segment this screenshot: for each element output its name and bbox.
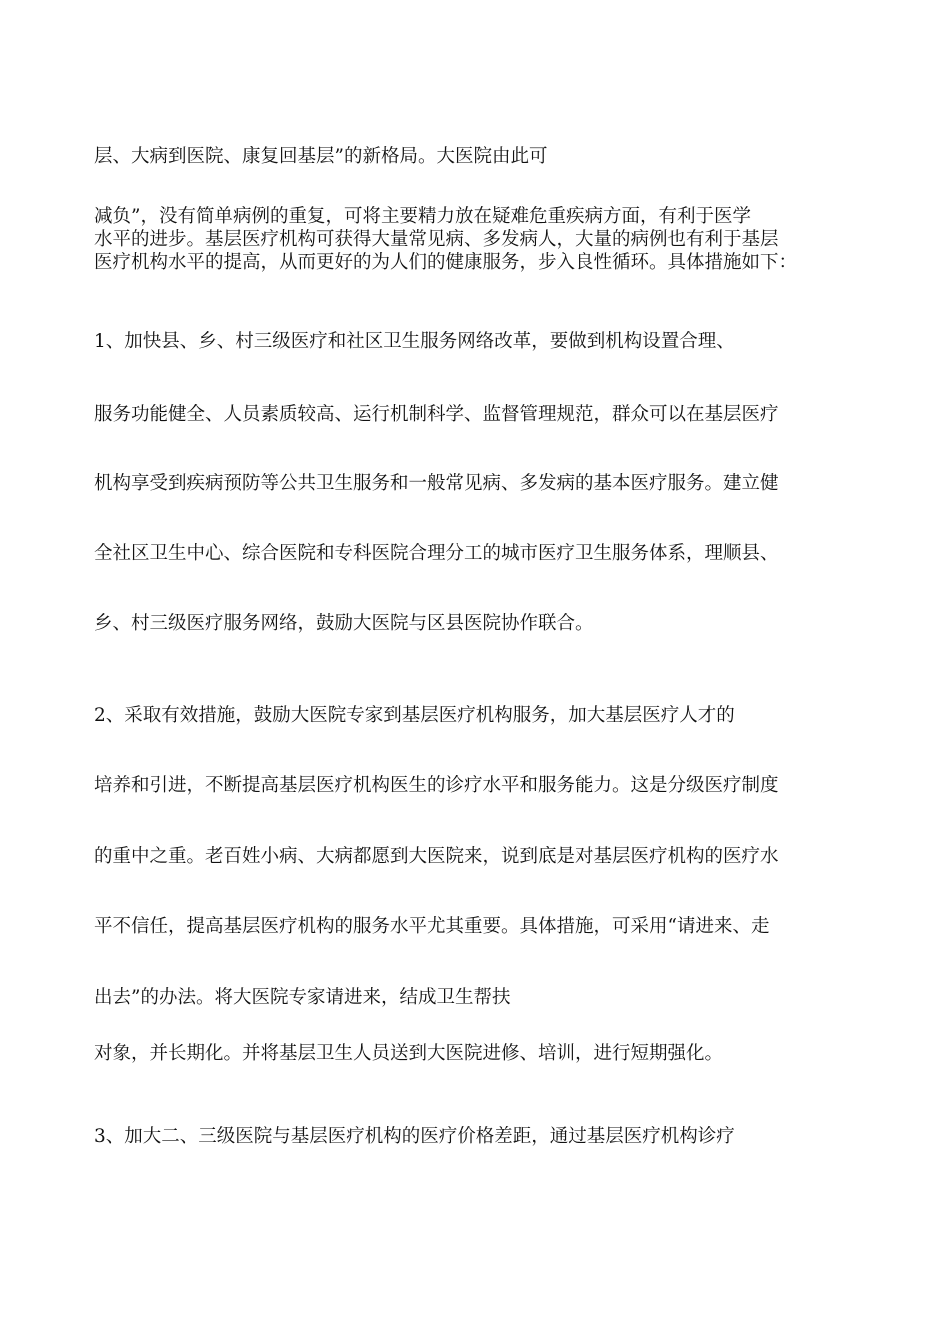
text-line-3: 水平的进步。基层医疗机构可获得大量常见病、多发病人，大量的病例也有利于基层 — [94, 229, 779, 250]
text-line-16: 3、加大二、三级医院与基层医疗机构的医疗价格差距，通过基层医疗机构诊疗 — [94, 1126, 735, 1147]
text-line-8: 全社区卫生中心、综合医院和专科医院合理分工的城市医疗卫生服务体系，理顺县、 — [94, 543, 779, 564]
text-line-5: 1、加快县、乡、村三级医疗和社区卫生服务网络改革，要做到机构设置合理、 — [94, 331, 735, 352]
text-line-11: 培养和引进，不断提高基层医疗机构医生的诊疗水平和服务能力。这是分级医疗制度 — [94, 775, 779, 796]
text-line-2: 减负”，没有简单病例的重复，可将主要精力放在疑难危重疾病方面，有利于医学 — [94, 206, 751, 227]
text-line-4: 医疗机构水平的提高，从而更好的为人们的健康服务，步入良性循环。具体措施如下： — [94, 252, 798, 273]
text-line-13: 平不信任，提高基层医疗机构的服务水平尤其重要。具体措施，可采用“请进来、走 — [94, 916, 770, 937]
text-line-10: 2、采取有效措施，鼓励大医院专家到基层医疗机构服务，加大基层医疗人才的 — [94, 705, 735, 726]
text-line-1: 层、大病到医院、康复回基层”的新格局。大医院由此可 — [94, 146, 548, 167]
text-line-6: 服务功能健全、人员素质较高、运行机制科学、监督管理规范，群众可以在基层医疗 — [94, 404, 779, 425]
text-line-14: 出去”的办法。将大医院专家请进来，结成卫生帮扶 — [94, 987, 511, 1008]
text-line-7: 机构享受到疾病预防等公共卫生服务和一般常见病、多发病的基本医疗服务。建立健 — [94, 473, 779, 494]
text-line-9: 乡、村三级医疗服务网络，鼓励大医院与区县医院协作联合。 — [94, 613, 594, 634]
text-line-15: 对象，并长期化。并将基层卫生人员送到大医院进修、培训，进行短期强化。 — [94, 1043, 724, 1064]
text-line-12: 的重中之重。老百姓小病、大病都愿到大医院来，说到底是对基层医疗机构的医疗水 — [94, 846, 779, 867]
